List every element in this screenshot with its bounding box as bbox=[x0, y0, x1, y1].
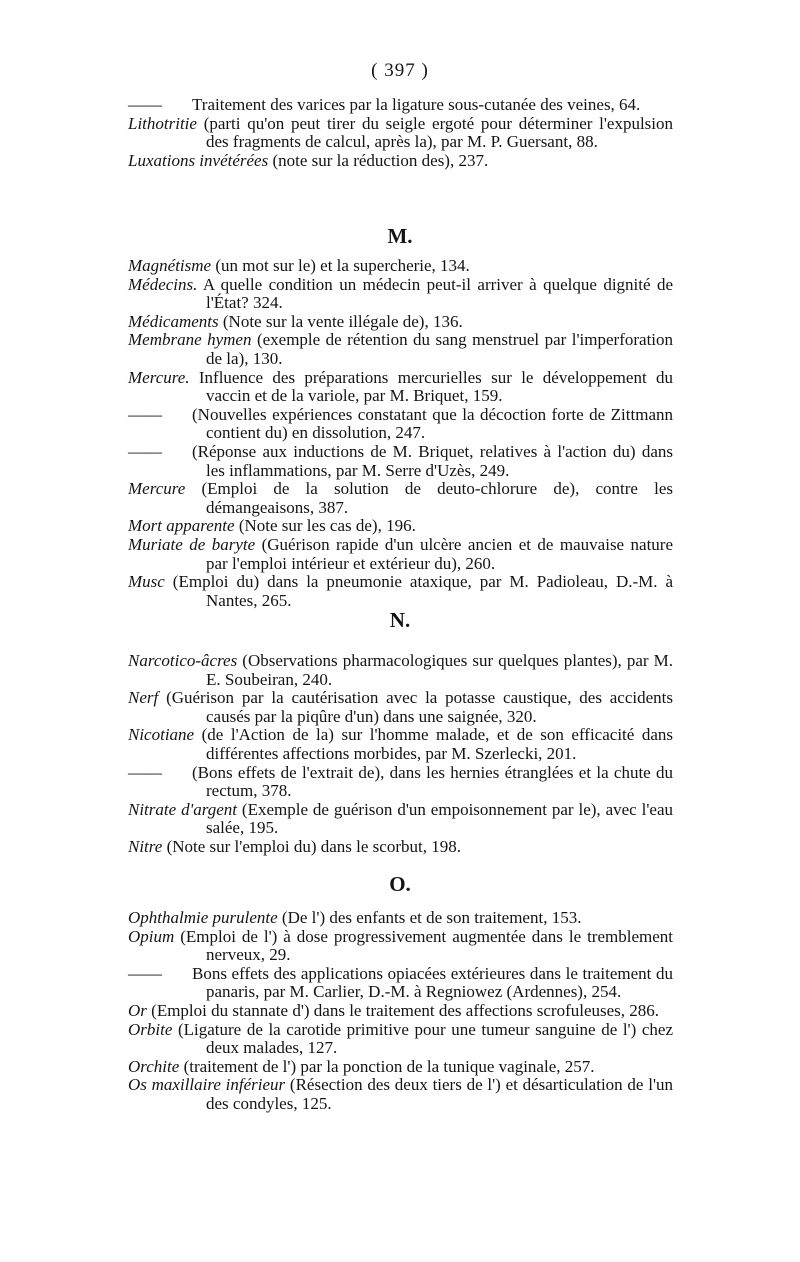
entry-term: Membrane hymen bbox=[128, 330, 252, 350]
entry-term: Musc bbox=[128, 572, 165, 592]
entry-term: Nitrate d'argent bbox=[128, 799, 237, 819]
entry-text: (Résection des deux tiers de l') et désarticulation de l'un des condyles, 125. bbox=[206, 1075, 674, 1113]
entry-term: Luxations invétérées bbox=[128, 150, 269, 170]
index-entry bbox=[128, 480, 673, 517]
entry-text: Influence des préparations mercurielles sur le développement du vaccin et de la variole, par M. Briquet, 159. bbox=[198, 367, 673, 406]
entry-text: (De l') des enfants et de son traitement, 153. bbox=[281, 908, 582, 927]
entry-text: (Guérison rapide d'un ulcère ancien et de mauvaise nature par l'emploi intérieur et extérieur du), 260. bbox=[206, 534, 674, 573]
index-entry bbox=[128, 313, 673, 332]
index-entry bbox=[128, 726, 673, 763]
entry-text: A quelle condition un médecin peut-il arriver à quelque dignité de l'État? 324. bbox=[202, 274, 674, 313]
entry-text: (Observations pharmacologiques sur quelques plantes), par M. E. Soubeiran, 240. bbox=[206, 651, 673, 689]
section-letter-m: M. bbox=[387, 224, 413, 248]
index-entry bbox=[128, 96, 673, 115]
entry-term: Opium bbox=[128, 926, 175, 946]
index-entry bbox=[128, 928, 673, 965]
index-entry bbox=[128, 764, 673, 801]
entry-term: Narcotico-âcres bbox=[128, 651, 238, 670]
entry-term: Orbite bbox=[128, 1019, 173, 1039]
entry-text: (un mot sur le) et la supercherie, 134. bbox=[215, 256, 470, 275]
entry-text: (Réponse aux inductions de M. Briquet, relatives à l'action du) dans les inflammations, par M. Serre d'Uzès, 249. bbox=[192, 441, 673, 480]
entry-term: Os maxillaire inférieur bbox=[128, 1075, 286, 1095]
index-entry bbox=[128, 152, 673, 171]
entry-text: (Nouvelles expériences constatant que la décoction forte de Zittmann contient du) en dissolution, 247. bbox=[192, 404, 673, 443]
section-m bbox=[128, 257, 673, 610]
repeat-dash: —— bbox=[128, 762, 162, 782]
entry-term: Nitre bbox=[128, 836, 163, 856]
entry-term: Médecins. bbox=[128, 274, 198, 294]
index-entry bbox=[128, 652, 673, 689]
entry-term: Mort apparente bbox=[128, 516, 235, 536]
section-letter-o: O. bbox=[389, 872, 411, 896]
index-entry bbox=[128, 517, 673, 536]
entry-text: (note sur la réduction des), 237. bbox=[272, 150, 489, 170]
section-n bbox=[128, 652, 673, 857]
index-entry bbox=[128, 1002, 673, 1021]
index-entry bbox=[128, 573, 673, 610]
index-entry bbox=[128, 536, 673, 573]
entry-text: (de l'Action de la) sur l'homme malade, et de son efficacité dans différentes affections morbides, par M. Szerlecki, 201. bbox=[201, 725, 673, 763]
repeat-dash: —— bbox=[128, 95, 162, 114]
entry-term: Mercure. bbox=[128, 367, 190, 387]
entry-text: (Bons effets de l'extrait de), dans les hernies étranglées et la chute du rectum, 378. bbox=[192, 762, 673, 801]
index-entry bbox=[128, 331, 673, 368]
entry-text: (exemple de rétention du sang menstruel par l'imperforation de la), 130. bbox=[206, 330, 674, 368]
entry-term: Ophthalmie purulente bbox=[128, 908, 278, 927]
entry-text: (Note sur l'emploi du) dans le scorbut, 198. bbox=[166, 836, 461, 856]
entry-text: (Note sur les cas de), 196. bbox=[238, 516, 416, 536]
repeat-dash: —— bbox=[128, 404, 162, 424]
entry-text: Bons effets des applications opiacées extérieures dans le traitement du panaris, par M. Carlier, D.-M. à Regniowez (Ardennes), 254. bbox=[192, 963, 673, 1002]
index-entry bbox=[128, 1021, 673, 1058]
section-l-continued bbox=[128, 96, 673, 170]
entry-text: (Emploi de la solution de deuto-chlorure de), contre les démangeaisons, 387. bbox=[201, 479, 673, 517]
repeat-dash: —— bbox=[128, 963, 162, 983]
entry-text: (parti qu'on peut tirer du seigle ergoté pour déterminer l'expulsion des fragments de calcul, après la), par M. P. Guersant, 88. bbox=[203, 113, 674, 152]
entry-term: Magnétisme bbox=[128, 256, 212, 275]
repeat-dash: —— bbox=[128, 441, 162, 461]
index-entry bbox=[128, 689, 673, 726]
entry-term: Lithotritie bbox=[128, 113, 197, 133]
index-entry bbox=[128, 369, 673, 406]
index-entry bbox=[128, 115, 673, 152]
entry-text: (Emploi du) dans la pneumonie ataxique, par M. Padioleau, D.-M. à Nantes, 265. bbox=[172, 572, 674, 610]
entry-text: (traitement de l') par la ponction de la tunique vaginale, 257. bbox=[183, 1056, 595, 1076]
entry-text: Traitement des varices par la ligature sous-cutanée des veines, 64. bbox=[192, 95, 641, 114]
entry-term: Muriate de baryte bbox=[128, 534, 256, 554]
section-o bbox=[128, 909, 673, 1114]
index-entry bbox=[128, 801, 673, 838]
index-entry bbox=[128, 1058, 673, 1077]
entry-term: Or bbox=[128, 1000, 147, 1020]
entry-text: (Note sur la vente illégale de), 136. bbox=[222, 311, 463, 331]
entry-term: Mercure bbox=[128, 479, 186, 499]
entry-text: (Exemple de guérison d'un empoisonnement par le), avec l'eau salée, 195. bbox=[206, 799, 674, 838]
index-entry bbox=[128, 443, 673, 480]
entry-term: Nerf bbox=[128, 688, 159, 708]
index-entry bbox=[128, 838, 673, 857]
entry-text: (Emploi de l') à dose progressivement augmentée dans le tremblement nerveux, 29. bbox=[180, 926, 674, 965]
index-entry bbox=[128, 276, 673, 313]
entry-term: Nicotiane bbox=[128, 725, 195, 745]
entry-text: (Ligature de la carotide primitive pour une tumeur sanguine de l') chez deux malades, 127. bbox=[177, 1019, 673, 1058]
index-entry bbox=[128, 965, 673, 1002]
page-number: ( 397 ) bbox=[371, 60, 429, 81]
index-entry bbox=[128, 909, 673, 928]
index-entry bbox=[128, 406, 673, 443]
entry-term: Orchite bbox=[128, 1056, 180, 1076]
entry-text: (Guérison par la cautérisation avec la potasse caustique, des accidents causés par la piqûre d'un) dans une saignée, 320. bbox=[166, 688, 674, 726]
index-entry bbox=[128, 1076, 673, 1113]
index-entry bbox=[128, 257, 673, 276]
entry-text: (Emploi du stannate d') dans le traitement des affections scrofuleuses, 286. bbox=[151, 1000, 660, 1020]
entry-term: Médicaments bbox=[128, 311, 219, 331]
section-letter-n: N. bbox=[389, 608, 411, 632]
